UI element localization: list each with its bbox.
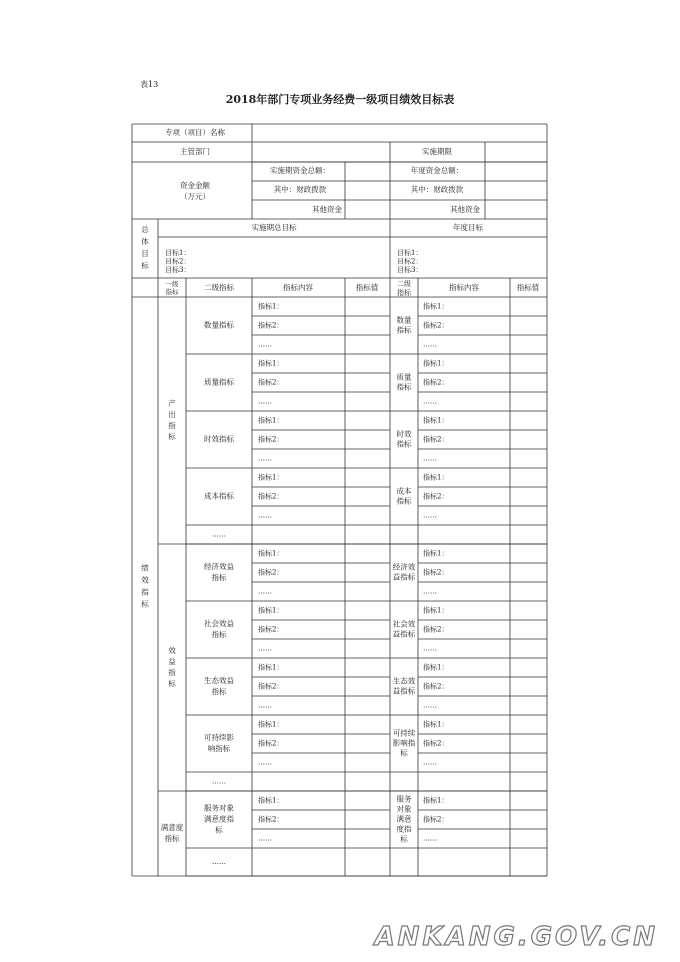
- annual-goal-item: 目标2：: [397, 257, 423, 266]
- project-name-label: 专项（项目）名称: [165, 128, 225, 137]
- level2-indicator-name-right: 时效: [396, 429, 412, 439]
- level1-header: 指标: [165, 288, 179, 296]
- level2-indicator-name: 服务对象: [204, 803, 234, 813]
- level2-more: ……: [212, 530, 226, 539]
- indicator-more-right: ……: [423, 397, 437, 406]
- level1-benefit-label: 益: [168, 657, 176, 666]
- level1-benefit-label: 效: [168, 646, 176, 655]
- indicator-2-label-right: 指标2：: [423, 682, 449, 691]
- level2-indicator-name-right: 社会效: [392, 619, 416, 629]
- indicator-1-label: 指标1：: [258, 473, 284, 482]
- indicator-more-right: ……: [423, 340, 437, 349]
- level2-indicator-name-right: 益指标: [392, 686, 416, 696]
- indicator-2-label-right: 指标2：: [423, 378, 449, 387]
- form-number: 表13: [140, 80, 159, 89]
- document-title: 2018年部门专项业务经费一级项目绩效目标表: [225, 93, 455, 106]
- level2-header: 二级指标: [204, 283, 234, 292]
- indicator-2-label-right: 指标2：: [423, 568, 449, 577]
- indicator-1-label: 指标1：: [258, 606, 284, 615]
- level2-indicator-name-right: 对象: [396, 804, 412, 814]
- level2-indicator-name-right: 指标: [396, 496, 412, 506]
- level2-indicator-name: 可持续影: [204, 733, 234, 742]
- level2-indicator-name-right: 指标: [396, 382, 412, 392]
- level2-indicator-name-right: 生态效: [392, 676, 416, 686]
- period-label: 实施期限: [422, 147, 452, 156]
- overall-goal-label: 标: [141, 261, 149, 270]
- indicator-2-label-right: 指标2：: [423, 739, 449, 748]
- level2-indicator-name-right: 度指: [396, 824, 412, 834]
- level2-indicator-name-right: 可持续: [392, 728, 416, 738]
- indicator-2-label: 指标2：: [258, 682, 284, 691]
- indicator-2-label: 指标2：: [258, 568, 284, 577]
- indicator-more: ……: [258, 397, 272, 406]
- period-goal-header: 实施期总目标: [251, 223, 297, 232]
- other-fund-label-right: 其他资金: [450, 205, 480, 214]
- level2-indicator-name-right: 影响指: [392, 738, 416, 748]
- level2-indicator-name-right: 标: [400, 748, 408, 758]
- level2-indicator-name: 生态效益: [204, 676, 234, 685]
- indicator-more-right: ……: [423, 834, 437, 843]
- level2-indicator-name: 质量指标: [204, 377, 234, 387]
- indicator-2-label-right: 指标2：: [423, 321, 449, 330]
- indicator-more: ……: [258, 511, 272, 520]
- indicator-1-label: 指标1：: [258, 549, 284, 558]
- annual-fund-label: 年度资金总额：: [410, 166, 464, 175]
- indicator-2-label-right: 指标2：: [423, 625, 449, 634]
- indicator-2-label-right: 指标2：: [423, 435, 449, 444]
- indicator-2-label: 指标2：: [258, 492, 284, 501]
- fiscal-label-left: 其中：财政拨款: [273, 185, 327, 194]
- dept-label: 主管部门: [180, 147, 210, 156]
- indicator-2-label: 指标2：: [258, 321, 284, 330]
- level2-indicator-name: 时效指标: [204, 434, 234, 444]
- level1-benefit-label: 指: [168, 668, 176, 677]
- annual-goal-item: 目标3：: [397, 266, 423, 274]
- level2-indicator-name-right: 指标: [396, 325, 412, 335]
- value-header-right: 指标值: [516, 283, 540, 292]
- annual-goal-item: 目标1：: [397, 249, 423, 257]
- level2-indicator-name-right: 服务: [396, 794, 412, 804]
- level1-output-label: 指: [168, 421, 176, 430]
- performance-indicators-label: 效: [141, 575, 149, 585]
- level2-indicator-name: 社会效益: [204, 619, 234, 628]
- level2-indicator-name-right: 标: [400, 834, 408, 844]
- indicator-2-label: 指标2：: [258, 435, 284, 444]
- level2-header-right: 指标: [397, 289, 411, 297]
- level2-indicator-name: 标: [215, 825, 223, 835]
- indicator-1-label: 指标1：: [258, 796, 284, 805]
- level2-indicator-name: 满意度指: [204, 814, 234, 824]
- indicator-2-label: 指标2：: [258, 815, 284, 824]
- level2-indicator-name: 响指标: [207, 744, 231, 753]
- level1-output-label: 标: [168, 432, 176, 441]
- indicator-more: ……: [258, 758, 272, 767]
- level1-output-label: 出: [168, 410, 176, 419]
- indicator-1-label: 指标1：: [258, 416, 284, 425]
- indicator-1-label-right: 指标1：: [423, 473, 449, 482]
- indicator-1-label: 指标1：: [258, 720, 284, 729]
- performance-indicators-label: 标: [141, 599, 149, 609]
- level2-indicator-name-right: 数量: [396, 315, 412, 325]
- fiscal-label-right: 其中：财政拨款: [410, 185, 464, 194]
- level1-output-label: 产: [168, 399, 176, 408]
- indicator-more: ……: [258, 701, 272, 710]
- level2-indicator-name: 指标: [211, 573, 227, 582]
- indicator-1-label-right: 指标1：: [423, 416, 449, 425]
- level2-indicator-name: 指标: [211, 687, 227, 696]
- indicator-2-label-right: 指标2：: [423, 492, 449, 501]
- indicator-1-label-right: 指标1：: [423, 796, 449, 805]
- level2-indicator-name-right: 指标: [396, 439, 412, 449]
- overall-goal-label: 总: [141, 225, 149, 234]
- overall-goal-label: 体: [141, 237, 149, 246]
- indicator-1-label-right: 指标1：: [423, 720, 449, 729]
- level2-indicator-name: 数量指标: [204, 320, 234, 330]
- indicator-1-label: 指标1：: [258, 663, 284, 672]
- period-goal-item: 目标2：: [165, 257, 191, 266]
- indicator-2-label: 指标2：: [258, 378, 284, 387]
- indicator-more: ……: [258, 340, 272, 349]
- indicator-2-label-right: 指标2：: [423, 815, 449, 824]
- fund-label: 资金金额: [180, 181, 210, 190]
- level1-benefit-label: 标: [168, 679, 176, 688]
- level1-satisfaction-label: 满意度: [160, 823, 184, 832]
- indicator-1-label-right: 指标1：: [423, 606, 449, 615]
- indicator-more-right: ……: [423, 454, 437, 463]
- indicator-more-right: ……: [423, 701, 437, 710]
- level2-more: ……: [212, 858, 226, 866]
- performance-indicators-label: 指: [141, 587, 149, 597]
- level2-indicator-name-right: 经济效: [392, 562, 416, 572]
- overall-goal-label: 目: [141, 249, 149, 258]
- indicator-1-label-right: 指标1：: [423, 663, 449, 672]
- indicator-2-label: 指标2：: [258, 739, 284, 748]
- period-goal-item: 目标3：: [165, 266, 191, 274]
- value-header: 指标值: [355, 283, 379, 292]
- indicator-more-right: ……: [423, 511, 437, 520]
- other-fund-label-left: 其他资金: [312, 205, 342, 214]
- level2-indicator-name: 经济效益: [204, 562, 234, 571]
- content-header: 指标内容: [283, 283, 313, 292]
- level2-indicator-name: 成本指标: [204, 491, 234, 501]
- indicator-1-label: 指标1：: [258, 359, 284, 368]
- content-header-right: 指标内容: [449, 283, 479, 292]
- site-watermark: ANKANG.GOV.CN: [374, 922, 658, 952]
- level1-header: 一级: [165, 280, 179, 288]
- level1-satisfaction-label: 指标: [164, 834, 180, 843]
- level2-indicator-name-right: 满意: [396, 814, 412, 824]
- indicator-1-label: 指标1：: [258, 302, 284, 311]
- indicator-1-label-right: 指标1：: [423, 302, 449, 311]
- level2-indicator-name-right: 益指标: [392, 629, 416, 639]
- indicator-more: ……: [258, 587, 272, 596]
- total-fund-label: 实施期资金总额：: [270, 166, 330, 175]
- period-goal-item: 目标1：: [165, 249, 191, 257]
- indicator-more-right: ……: [423, 644, 437, 653]
- indicator-more: ……: [258, 834, 272, 843]
- level2-indicator-name-right: 成本: [396, 486, 412, 496]
- indicator-1-label-right: 指标1：: [423, 549, 449, 558]
- fund-unit-label: （万元）: [180, 192, 210, 201]
- indicator-more-right: ……: [423, 587, 437, 596]
- indicator-1-label-right: 指标1：: [423, 359, 449, 368]
- indicator-more: ……: [258, 454, 272, 463]
- level2-more: ……: [212, 777, 226, 786]
- annual-goal-header: 年度目标: [453, 223, 483, 232]
- level2-indicator-name: 指标: [211, 630, 227, 639]
- performance-indicators-label: 绩: [141, 563, 149, 573]
- level2-indicator-name-right: 质量: [396, 372, 412, 382]
- indicator-2-label: 指标2：: [258, 625, 284, 634]
- level2-header-right: 二级: [397, 280, 411, 288]
- indicator-more: ……: [258, 644, 272, 653]
- indicator-more-right: ……: [423, 758, 437, 767]
- level2-indicator-name-right: 益指标: [392, 572, 416, 582]
